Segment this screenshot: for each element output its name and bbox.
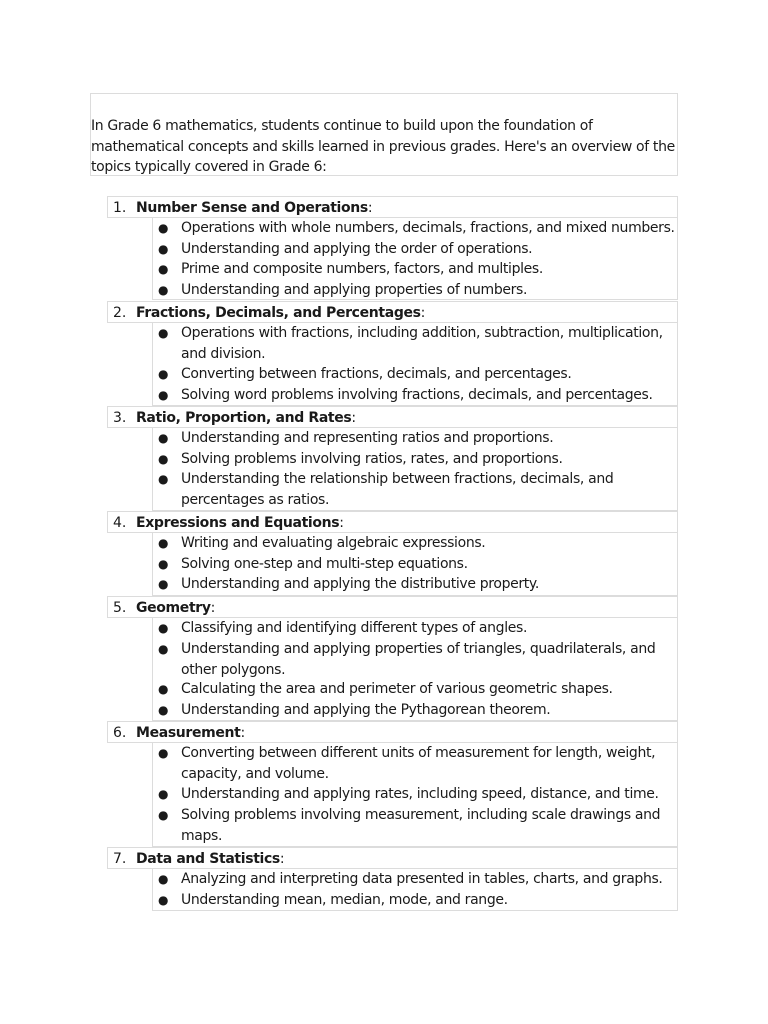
topic-number: 1. — [113, 200, 127, 216]
bullet-icon: ● — [158, 682, 169, 696]
topic-number: 6. — [113, 725, 127, 741]
topic-heading-data-statistics — [107, 847, 678, 869]
list-item-text: Understanding and applying properties of numbers. — [181, 281, 528, 298]
topic-title-bold: Fractions, Decimals, and Percentages — [136, 305, 421, 321]
topic-items-geometry — [152, 618, 678, 721]
topic-title-bold: Number Sense and Operations — [136, 200, 368, 216]
topic-heading-fractions — [107, 301, 678, 323]
bullet-icon: ● — [158, 642, 169, 656]
list-item-text: Operations with whole numbers, decimals, fractions, and mixed numbers. — [181, 220, 675, 236]
topic-items-data-statistics — [152, 869, 678, 911]
topic-items-measurement — [152, 743, 678, 847]
bullet-icon: ● — [158, 221, 169, 235]
list-item-text: Understanding and applying the distributive property. — [181, 576, 539, 592]
topic-title-colon: : — [351, 410, 356, 426]
bullet-icon: ● — [158, 452, 169, 466]
topic-title-bold: Data and Statistics — [136, 851, 280, 867]
topic-title-bold: Geometry — [136, 600, 211, 616]
bullet-icon: ● — [158, 746, 169, 760]
topic-heading-number-sense — [107, 196, 678, 218]
topic-items-number-sense — [152, 218, 678, 300]
list-item-text: Understanding and applying the Pythagorean theorem. — [181, 702, 551, 718]
list-item-text: Solving problems involving ratios, rates, and proportions. — [181, 451, 563, 467]
topic-title — [136, 849, 284, 869]
bullet-icon: ● — [158, 893, 169, 907]
topic-title — [136, 198, 372, 218]
bullet-icon: ● — [158, 621, 169, 635]
list-item-text: Calculating the area and perimeter of various geometric shapes. — [181, 681, 613, 697]
topic-title — [136, 598, 215, 618]
bullet-icon: ● — [158, 282, 169, 297]
topic-number: 5. — [113, 600, 127, 616]
bullet-icon: ● — [158, 388, 169, 402]
intro-paragraph: In Grade 6 mathematics, students continue to build upon the foundation of mathematical concepts and skills learned in previous grades. Here's an overview of the topics typically covered in Grade 6: — [91, 118, 675, 175]
list-item-text: Understanding mean, median, mode, and range. — [181, 892, 508, 908]
bullet-icon: ● — [158, 703, 169, 717]
topic-number: 2. — [113, 305, 127, 321]
topic-heading-expressions — [107, 511, 678, 533]
bullet-icon: ● — [158, 241, 169, 256]
bullet-icon: ● — [158, 787, 169, 801]
topic-title — [136, 408, 356, 428]
bullet-icon: ● — [158, 326, 169, 340]
topic-title-colon: : — [279, 851, 285, 867]
topic-title — [136, 303, 425, 323]
topic-number: 4. — [113, 515, 127, 531]
topic-heading-measurement — [107, 721, 678, 743]
list-item-text: Understanding and applying the order of operations. — [181, 240, 533, 257]
topic-title-colon: : — [210, 600, 215, 616]
list-item-text: Understanding the relationship between fractions, decimals, and percentages as ratios. — [181, 471, 614, 508]
bullet-icon: ● — [158, 808, 169, 822]
list-item-text: Solving one-step and multi-step equations. — [181, 556, 468, 572]
topic-title-bold: Ratio, Proportion, and Rates — [136, 410, 352, 426]
bullet-icon: ● — [158, 872, 169, 886]
topic-title-colon: : — [240, 725, 245, 741]
topic-heading-ratio — [107, 406, 678, 428]
list-item-text: Solving word problems involving fractions, decimals, and percentages. — [181, 387, 653, 403]
bullet-icon: ● — [158, 577, 169, 591]
list-item-text: Classifying and identifying different types of angles. — [181, 620, 528, 636]
topic-title-bold: Measurement — [136, 725, 241, 741]
topic-number: 7. — [113, 851, 127, 867]
list-item-text: Writing and evaluating algebraic expressions. — [181, 535, 486, 551]
bullet-icon: ● — [158, 367, 169, 381]
topic-items-fractions — [152, 323, 678, 406]
bullet-icon: ● — [158, 536, 169, 550]
list-item-text: Understanding and applying rates, including speed, distance, and time. — [181, 786, 659, 802]
bullet-icon: ● — [158, 472, 169, 486]
topic-title-bold: Expressions and Equations — [136, 515, 340, 531]
intro-box — [90, 93, 678, 176]
topic-heading-geometry — [107, 596, 678, 618]
topic-title — [136, 513, 344, 533]
list-item-text: Converting between different units of measurement for length, weight, capacity, and volume. — [181, 745, 656, 782]
list-item-text: Understanding and representing ratios and proportions. — [181, 430, 554, 446]
topic-number: 3. — [113, 410, 127, 426]
topic-items-expressions — [152, 533, 678, 596]
list-item-text: Solving problems involving measurement, including scale drawings and maps. — [181, 807, 661, 844]
bullet-icon: ● — [158, 262, 169, 276]
bullet-icon: ● — [158, 557, 169, 571]
list-item-text: Prime and composite numbers, factors, and multiples. — [181, 261, 543, 277]
topic-title-colon: : — [367, 200, 373, 216]
topic-title — [136, 723, 245, 743]
list-item-text: Understanding and applying properties of triangles, quadrilaterals, and other polygons. — [181, 641, 656, 678]
topic-title-colon: : — [339, 515, 344, 531]
topic-title-colon: : — [420, 305, 425, 321]
list-item-text: Analyzing and interpreting data presented in tables, charts, and graphs. — [181, 871, 663, 887]
list-item-text: Converting between fractions, decimals, and percentages. — [181, 366, 572, 382]
bullet-icon: ● — [158, 431, 169, 445]
topic-items-ratio — [152, 428, 678, 511]
list-item-text: Operations with fractions, including addition, subtraction, multiplication, and division. — [181, 325, 663, 362]
